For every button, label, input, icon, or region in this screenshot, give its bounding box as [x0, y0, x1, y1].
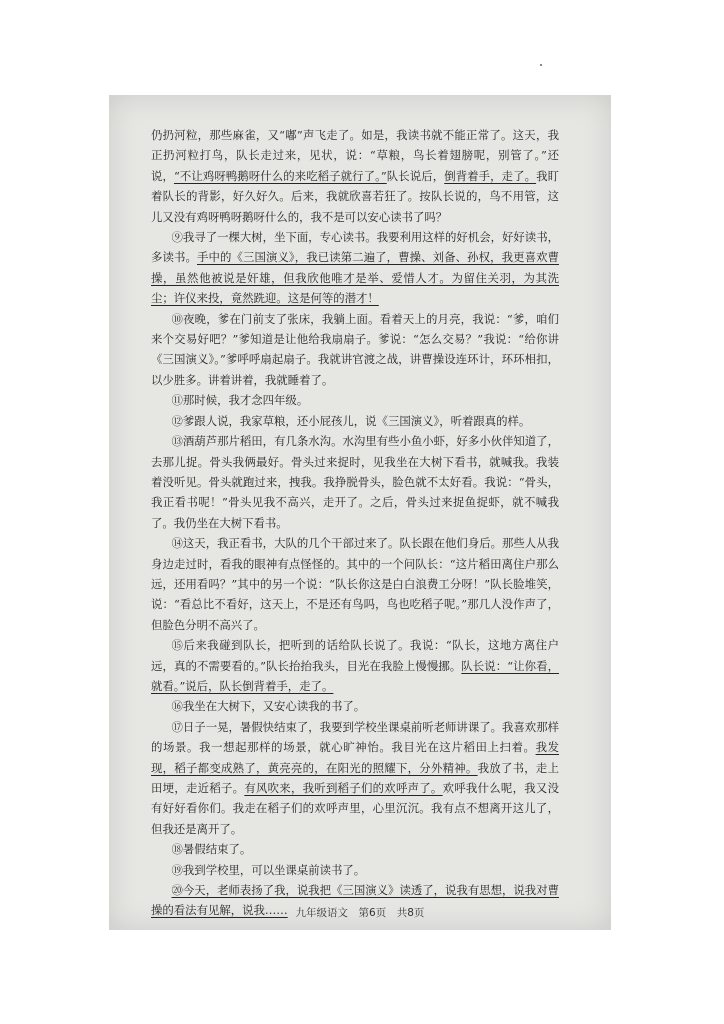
reading-passage: [151, 125, 559, 921]
text-segment: ⑫爹跟人说，我家草粮，还小屁孩儿，说《三国演义》，听着跟真的样。: [171, 413, 531, 428]
underlined-text: 倒背着手，走了。: [444, 168, 537, 183]
exam-page: [109, 95, 611, 930]
underlined-text: 有风吹来，我听到稻子们的欢呼声了。: [244, 781, 443, 795]
paragraph-p17: [151, 717, 559, 839]
paragraph-p9: [151, 227, 559, 309]
paragraph-p15: [151, 635, 559, 696]
text-segment: 我放了书，走上田埂，走近稻子。: [151, 760, 559, 795]
paragraph-p0: [151, 125, 559, 227]
text-segment: ⑭这天，我正看书，大队的几个干部过来了。队长跟在他们身后。那些人从我身边走过时，看我的眼神有点怪怪的。其中的一个问队长：“这片稻田离住户那么远，还用看吗？”其中的另一个说：“队长你这是白白浪费工分呀！”队长脸堆笑，说：“看总比不看好，这天上，不是还有鸟吗，鸟也吃稻子呢。”那几人没作声了，但脸色分明不高兴了。: [151, 536, 559, 632]
paragraph-p13: [151, 431, 559, 533]
text-segment: ⑪那时候，我才念四年级。: [171, 393, 309, 408]
underlined-text: ⑳今天，老师表扬了我，说我把《三国演义》读透了，说我有思想，说我对曹操的看法有见解，说我……: [151, 883, 559, 918]
speck: [540, 64, 542, 66]
text-segment: 队长说后，: [386, 168, 445, 183]
text-segment: ⑩夜晚，爹在门前支了张床，我躺上面。看着天上的月亮，我说：“爹，咱们来个交易好吧？”爹知道是让他给我扇扇子。爹说：“怎么交易？”我说：“给你讲《三国演义》。”爹呼呼扇起扇子。我就讲官渡之战，讲曹操设连环计，环环相扣，以少胜多。讲着讲着，我就睡着了。: [151, 311, 559, 387]
text-segment: ⑯我坐在大树下，又安心读我的书了。: [171, 699, 366, 714]
underlined-text: 队长说：“让你看，就看。”说后，队长倒背着手，走了。: [151, 658, 559, 693]
paragraph-p11: [151, 390, 559, 410]
underlined-text: “不让鸡呀鸭鹅呀什么的来吃稻子就行了。”: [173, 168, 387, 183]
paragraph-p16: [151, 696, 559, 716]
paragraph-p18: [151, 839, 559, 859]
text-segment: ⑰日子一晃，暑假快结束了，我要到学校坐课桌前听老师讲课了。我喜欢那样的场景。我一想起那样的场景，就心旷神怡。我目光在这片稻田上扫着。: [151, 719, 559, 755]
paragraph-p14: [151, 533, 559, 635]
text-segment: ⑨我寻了一棵大树，坐下面，专心读书。我要利用这样的好机会，好好读书，多读书。: [151, 230, 559, 265]
page-footer: 九年级语文 第6页 共8页: [295, 907, 425, 919]
text-segment: ⑲我到学校里，可以坐课桌前读书了。: [171, 862, 366, 877]
paragraph-p10: [151, 309, 559, 391]
paragraph-p12: [151, 411, 559, 431]
text-segment: ⑬酒葫芦那片稻田，有几条水沟。水沟里有些小鱼小虾，好多小伙伴知道了，去那儿捉。骨头我俩最好。骨头过来捉时，见我坐在大树下看书，就喊我。我装着没听见。骨头就跑过来，拽我。我挣脱骨头，脸色就不太好看。我说：“骨头，我正看书呢！”骨头见我不高兴，走开了。之后，骨头过来捉鱼捉虾，就不喊我了。我仍坐在大树下看书。: [151, 434, 559, 530]
underlined-text: 我发现，稻子都变成熟了，黄亮亮的，在阳光的照耀下，分外精神。: [151, 740, 559, 775]
text-segment: 仍扔河粒，那些麻雀，又“嘟”声飞走了。如是，我读书就不能正常了。这天，我正扔河粒打鸟，队长走过来，见状，说：“草粮，鸟长着翅膀呢，别管了。”还说，: [151, 128, 559, 183]
text-segment: 我盯着队长的背影，好久好久。后来，我就欣喜若狂了。按队长说的，鸟不用管，这儿又没有鸡呀鸭呀鹅呀什么的，我不是可以安心读书了吗？: [151, 168, 559, 224]
paragraph-p19: [151, 860, 559, 880]
text-segment: ⑱暑假结束了。: [171, 842, 252, 857]
text-segment: 欢呼我什么呢，我又没有好好看你们。我走在稻子们的欢呼声里，心里沉沉。我有点不想离开这儿了，但我还是离开了。: [151, 781, 559, 836]
underlined-text: 手中的《三国演义》，我已读第二遍了，曹操、刘备、孙权，我更喜欢曹操，虽然他被说是奸雄，但我欣他唯才是举、爱惜人才。为留住关羽，为其洗尘；许仪来投，竟然跣迎。这是何等的潜才！: [151, 250, 559, 306]
text-segment: ⑮后来我碰到队长，把听到的话给队长说了。我说：“队长，这地方离住户远，真的不需要看的。”队长抬抬我头，目光在我脸上慢慢挪。: [151, 638, 559, 673]
